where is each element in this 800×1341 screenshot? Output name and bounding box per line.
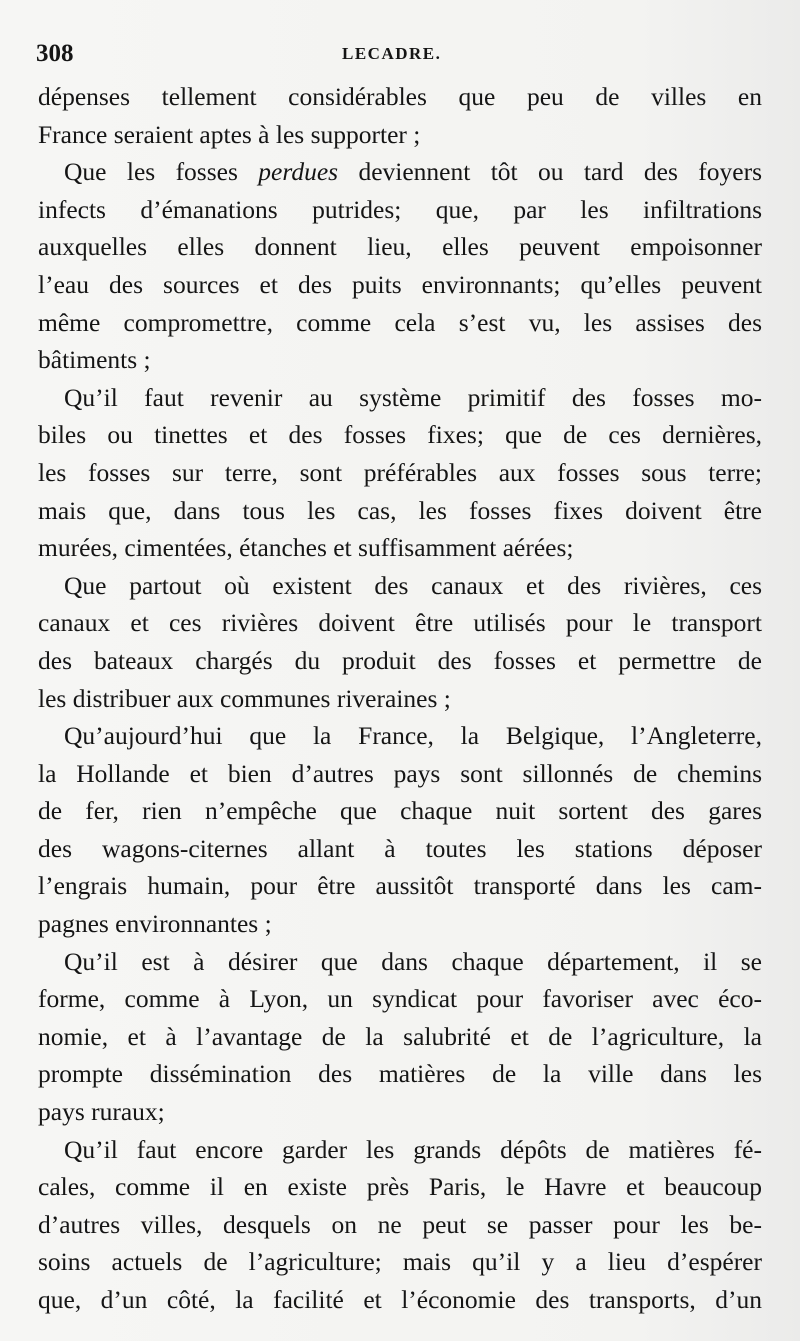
text-line: des wagons-citernes allant à toutes les stations déposer xyxy=(38,833,762,863)
text-run: Que les fosses xyxy=(64,157,259,187)
text-line: infects d’émanations putrides; que, par les infiltrations xyxy=(38,194,762,224)
page-header xyxy=(36,40,752,74)
text-line: les distribuer aux communes riveraines ; xyxy=(38,683,451,713)
text-line: forme, comme à Lyon, un syndicat pour favoriser avec éco- xyxy=(38,984,762,1014)
text-line: cales, comme il en existe près Paris, le Havre et beaucoup xyxy=(38,1172,762,1202)
text-line: Qu’il faut revenir au système primitif des fosses mo- xyxy=(64,382,762,412)
text-line: la Hollande et bien d’autres pays sont sillonnés de chemins xyxy=(38,758,762,788)
text-line: de fer, rien n’empêche que chaque nuit sortent des gares xyxy=(38,796,762,826)
text-line: Que partout où existent des canaux et des rivières, ces xyxy=(64,570,762,600)
text-run: deviennent tôt ou tard des foyers xyxy=(338,157,763,187)
text-line: l’eau des sources et des puits environnants; qu’elles peuvent xyxy=(38,269,762,299)
text-line: bâtiments ; xyxy=(38,345,151,375)
text-line: que, d’un côté, la facilité et l’économie des transports, d’un xyxy=(38,1285,762,1314)
text-line: pays ruraux; xyxy=(38,1097,165,1127)
text-line: l’engrais humain, pour être aussitôt transporté dans les cam- xyxy=(38,871,762,901)
text-line: dépenses tellement considérables que peu de villes en xyxy=(38,82,762,111)
text-line: des bateaux chargés du produit des fosses et permettre de xyxy=(38,645,762,675)
text-line: Qu’aujourd’hui que la France, la Belgique, l’Angleterre, xyxy=(64,721,762,751)
text-line: nomie, et à l’avantage de la salubrité et de l’agriculture, la xyxy=(38,1021,762,1051)
text-line xyxy=(38,153,762,191)
body-text xyxy=(38,78,762,1319)
text-line: les fosses sur terre, sont préférables aux fosses sous terre; xyxy=(38,457,762,487)
page-number: 308 xyxy=(36,40,74,67)
text-line: biles ou tinettes et des fosses fixes; que de ces dernières, xyxy=(38,420,762,450)
italic-term: perdues xyxy=(258,157,339,187)
text-line: même compromettre, comme cela s’est vu, les assises des xyxy=(38,307,762,337)
running-head: LECADRE. xyxy=(342,44,442,63)
text-line: d’autres villes, desquels on ne peut se passer pour les be- xyxy=(38,1209,762,1239)
text-line: mais que, dans tous les cas, les fosses fixes doivent être xyxy=(38,495,762,525)
text-line: Qu’il est à désirer que dans chaque département, il se xyxy=(64,946,762,976)
text-line: prompte dissémination des matières de la ville dans les xyxy=(38,1059,762,1089)
text-line: murées, cimentées, étanches et suffisamment aérées; xyxy=(38,533,574,563)
text-line: auxquelles elles donnent lieu, elles peuvent empoisonner xyxy=(38,232,762,262)
text-line: soins actuels de l’agriculture; mais qu’il y a lieu d’espérer xyxy=(38,1247,762,1277)
text-line: canaux et ces rivières doivent être utilisés pour le transport xyxy=(38,608,762,638)
text-line: pagnes environnantes ; xyxy=(38,909,272,939)
text-line: France seraient aptes à les supporter ; xyxy=(38,119,421,149)
text-line: Qu’il faut encore garder les grands dépôts de matières fé- xyxy=(64,1134,762,1164)
